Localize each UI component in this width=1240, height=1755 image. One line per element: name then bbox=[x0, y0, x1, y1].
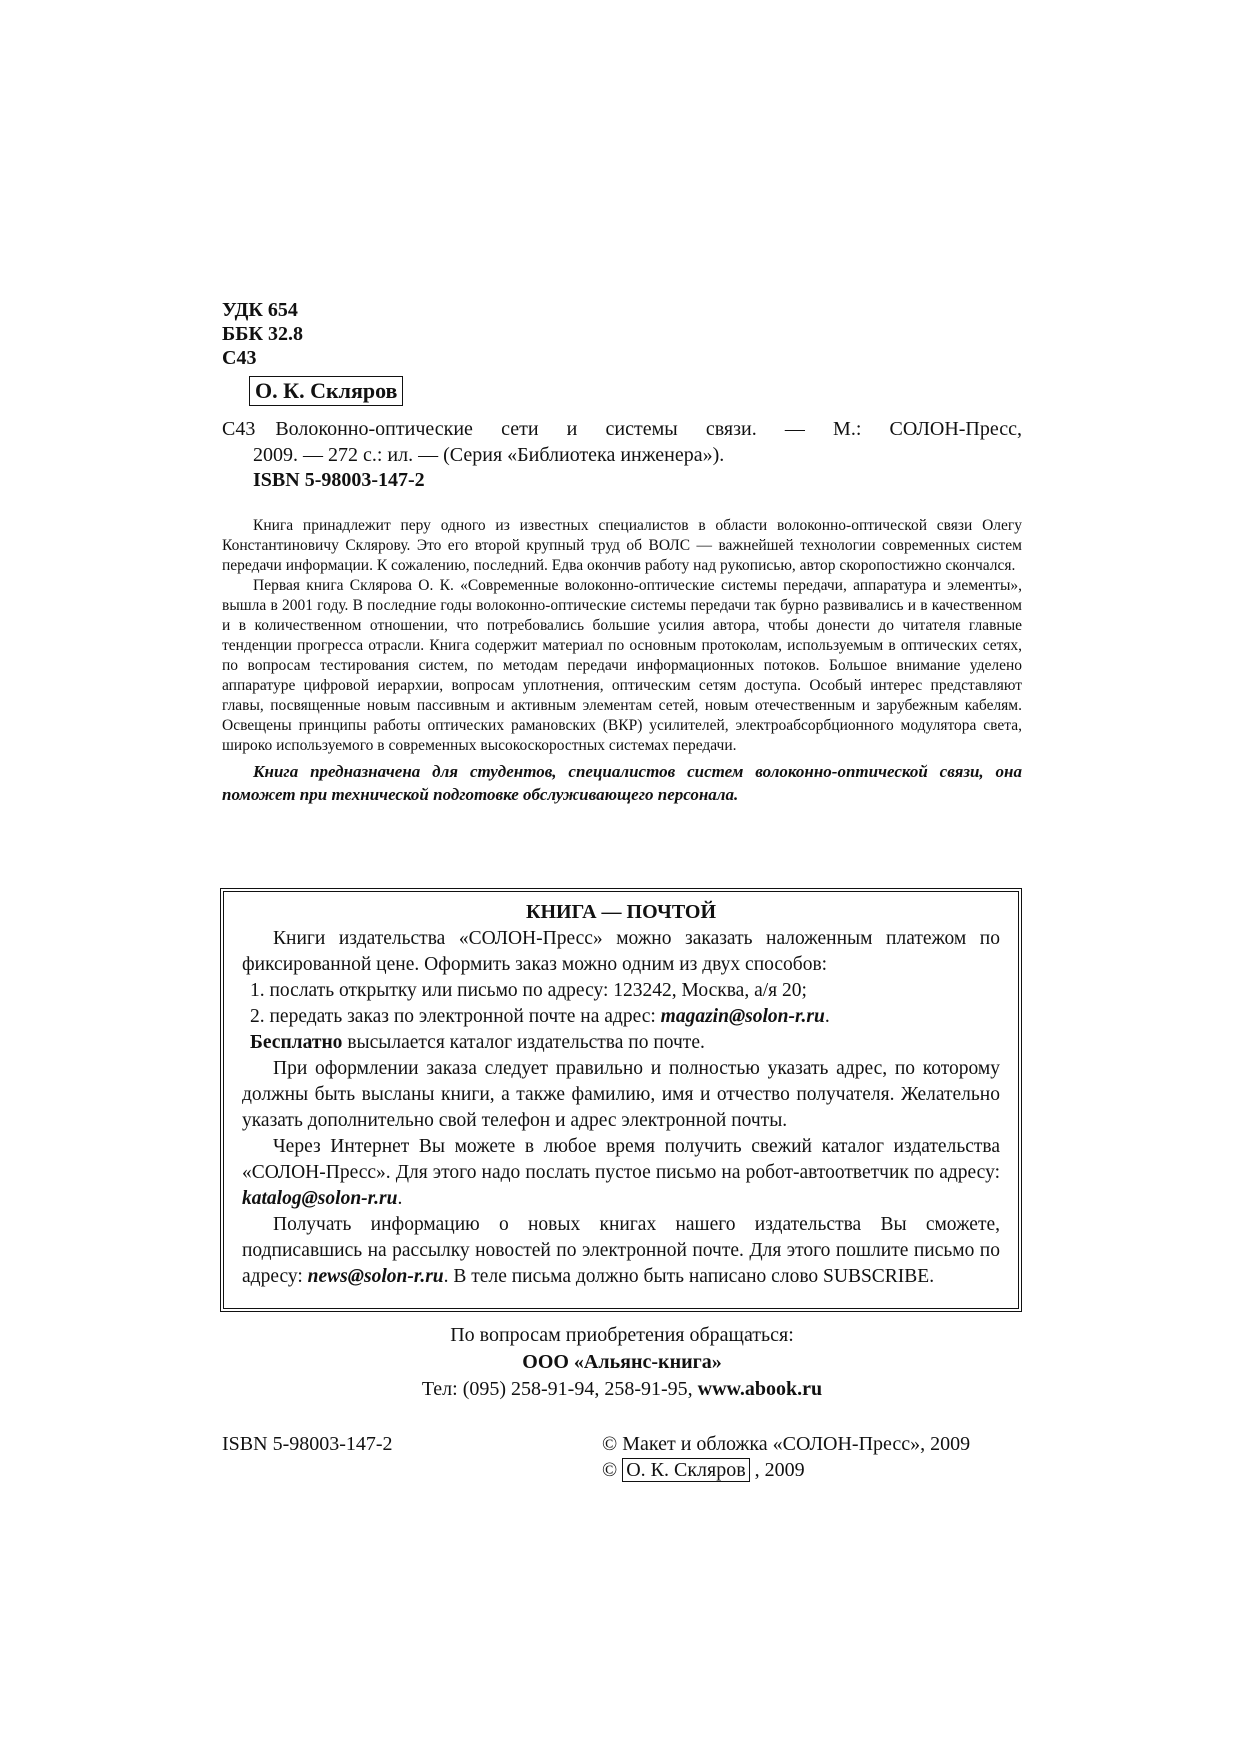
author-mark: С43 bbox=[222, 347, 257, 369]
biblio-code: С43 bbox=[222, 418, 256, 440]
mail-order-way-1: 1. послать открытку или письмо по адресу: 123242, Москва, а/я 20; bbox=[250, 980, 807, 1001]
catalog-paragraph bbox=[242, 1134, 1000, 1212]
free-bold: Бесплатно bbox=[250, 1032, 343, 1053]
copyright-author bbox=[602, 1457, 1022, 1483]
catalog-text: Через Интернет Вы можете в любое время получить свежий каталог издательства «СОЛОН-Пресс». Для этого надо послать пустое письмо на робот-автоответчик по адресу: bbox=[242, 1136, 1000, 1183]
way-2-text: 2. передать заказ по электронной почте на адрес: bbox=[250, 1006, 661, 1027]
mail-order-title: КНИГА — ПОЧТОЙ bbox=[525, 901, 717, 923]
copyright-author-name: О. К. Скляров bbox=[622, 1458, 749, 1482]
mail-order-box bbox=[220, 888, 1022, 1312]
free-catalog-line bbox=[242, 1030, 1000, 1056]
mail-order-inner bbox=[223, 891, 1019, 1309]
contact-company: ООО «Альянс-книга» bbox=[522, 1351, 722, 1373]
biblio-line-1 bbox=[222, 416, 1022, 442]
contact-phone: Тел: (095) 258-91-94, 258-91-95, bbox=[421, 1378, 698, 1400]
contact-heading: По вопросам приобретения обращаться: bbox=[450, 1324, 794, 1346]
mail-order-way-2 bbox=[242, 1004, 1000, 1030]
annotation-purpose: Книга предназначена для студентов, специалистов систем волоконно-оптической связи, она поможет при технической подготовке обслуживающего персонала. bbox=[222, 762, 1022, 804]
author-name-box: О. К. Скляров bbox=[249, 376, 403, 406]
copyright-layout: © Макет и обложка «СОЛОН-Пресс», 2009 bbox=[602, 1433, 971, 1455]
news-end: . В теле письма должно быть написано слово SUBSCRIBE. bbox=[443, 1266, 935, 1287]
annotation bbox=[222, 516, 1022, 806]
katalog-email: katalog@solon-r.ru bbox=[242, 1188, 398, 1209]
copyright-symbol: © bbox=[602, 1459, 623, 1481]
way-2-end: . bbox=[824, 1006, 830, 1027]
catalog-end: . bbox=[397, 1188, 403, 1209]
classification-codes bbox=[222, 298, 303, 370]
annotation-paragraph-2: Первая книга Склярова О. К. «Современные волоконно-оптические системы передачи, аппаратура и элементы», вышла в 2001 году. В последние годы волоконно-оптические системы передачи так бурно развивались и в качественном и в количественном отношении, что потребовались большие усилия автора, чтобы донести до читателя главные тенденции прогресса отрасли. Книга содержит материал по основным протоколам, используемым в оптических сетях, по вопросам тестирования систем, по методам передачи информационных потоков. Большое внимание уделено аппаратуре цифровой иерархии, вопросам уплотнения, оптическим сетям доступа. Особый интерес представляют главы, посвященные новым пассивным и активным элементам сетей, новым отечественным и зарубежным кабелям. Освещены принципы работы оптических рамановских (ВКР) усилителей, электроабсорбционного модулятора света, широко используемого в современных высокоскоростных системах передачи. bbox=[222, 577, 1022, 754]
order-note: При оформлении заказа следует правильно и полностью указать адрес, по которому должны быть высланы книги, а также фамилию, имя и отчество получателя. Желательно указать дополнительно свой телефон и адрес электронной почты. bbox=[242, 1058, 1000, 1131]
mail-order-intro: Книги издательства «СОЛОН-Пресс» можно заказать наложенным платежом по фиксированной цене. Оформить заказ можно одним из двух способов: bbox=[242, 928, 1000, 975]
magazin-email: magazin@solon-r.ru bbox=[660, 1006, 825, 1027]
copyright-year: , 2009 bbox=[749, 1459, 805, 1481]
udk-code: УДК 654 bbox=[222, 299, 298, 321]
isbn-record: ISBN 5-98003-147-2 bbox=[253, 469, 425, 491]
contact-phone-line bbox=[222, 1376, 1022, 1403]
bbk-code: ББК 32.8 bbox=[222, 323, 303, 345]
news-paragraph bbox=[242, 1212, 1000, 1290]
contact-website: www.abook.ru bbox=[697, 1378, 823, 1400]
biblio-title: Волоконно-оптические сети и системы связи. — М.: СОЛОН-Пресс, bbox=[275, 418, 1022, 440]
annotation-paragraph-1: Книга принадлежит перу одного из известных специалистов в области волоконно-оптической связи Олегу Константиновичу Склярову. Это его второй крупный труд об ВОЛС — важнейшей технологии современных систем передачи информации. К сожалению, последний. Едва окончив работу над рукописью, автор скоропостижно скончался. bbox=[222, 517, 1022, 574]
purchase-contact bbox=[222, 1322, 1022, 1403]
copyright-block bbox=[602, 1431, 1022, 1483]
news-email: news@solon-r.ru bbox=[307, 1266, 444, 1287]
bibliographic-record bbox=[222, 416, 1022, 468]
free-rest: высылается каталог издательства по почте. bbox=[342, 1032, 705, 1053]
footer-isbn: ISBN 5-98003-147-2 bbox=[222, 1433, 393, 1455]
biblio-line-2: 2009. — 272 с.: ил. — (Серия «Библиотека инженера»). bbox=[253, 444, 725, 466]
news-text: Получать информацию о новых книгах нашего издательства Вы сможете, подписавшись на рассылку новостей по электронной почте. Для этого пошлите письмо по адресу: bbox=[242, 1214, 1000, 1287]
